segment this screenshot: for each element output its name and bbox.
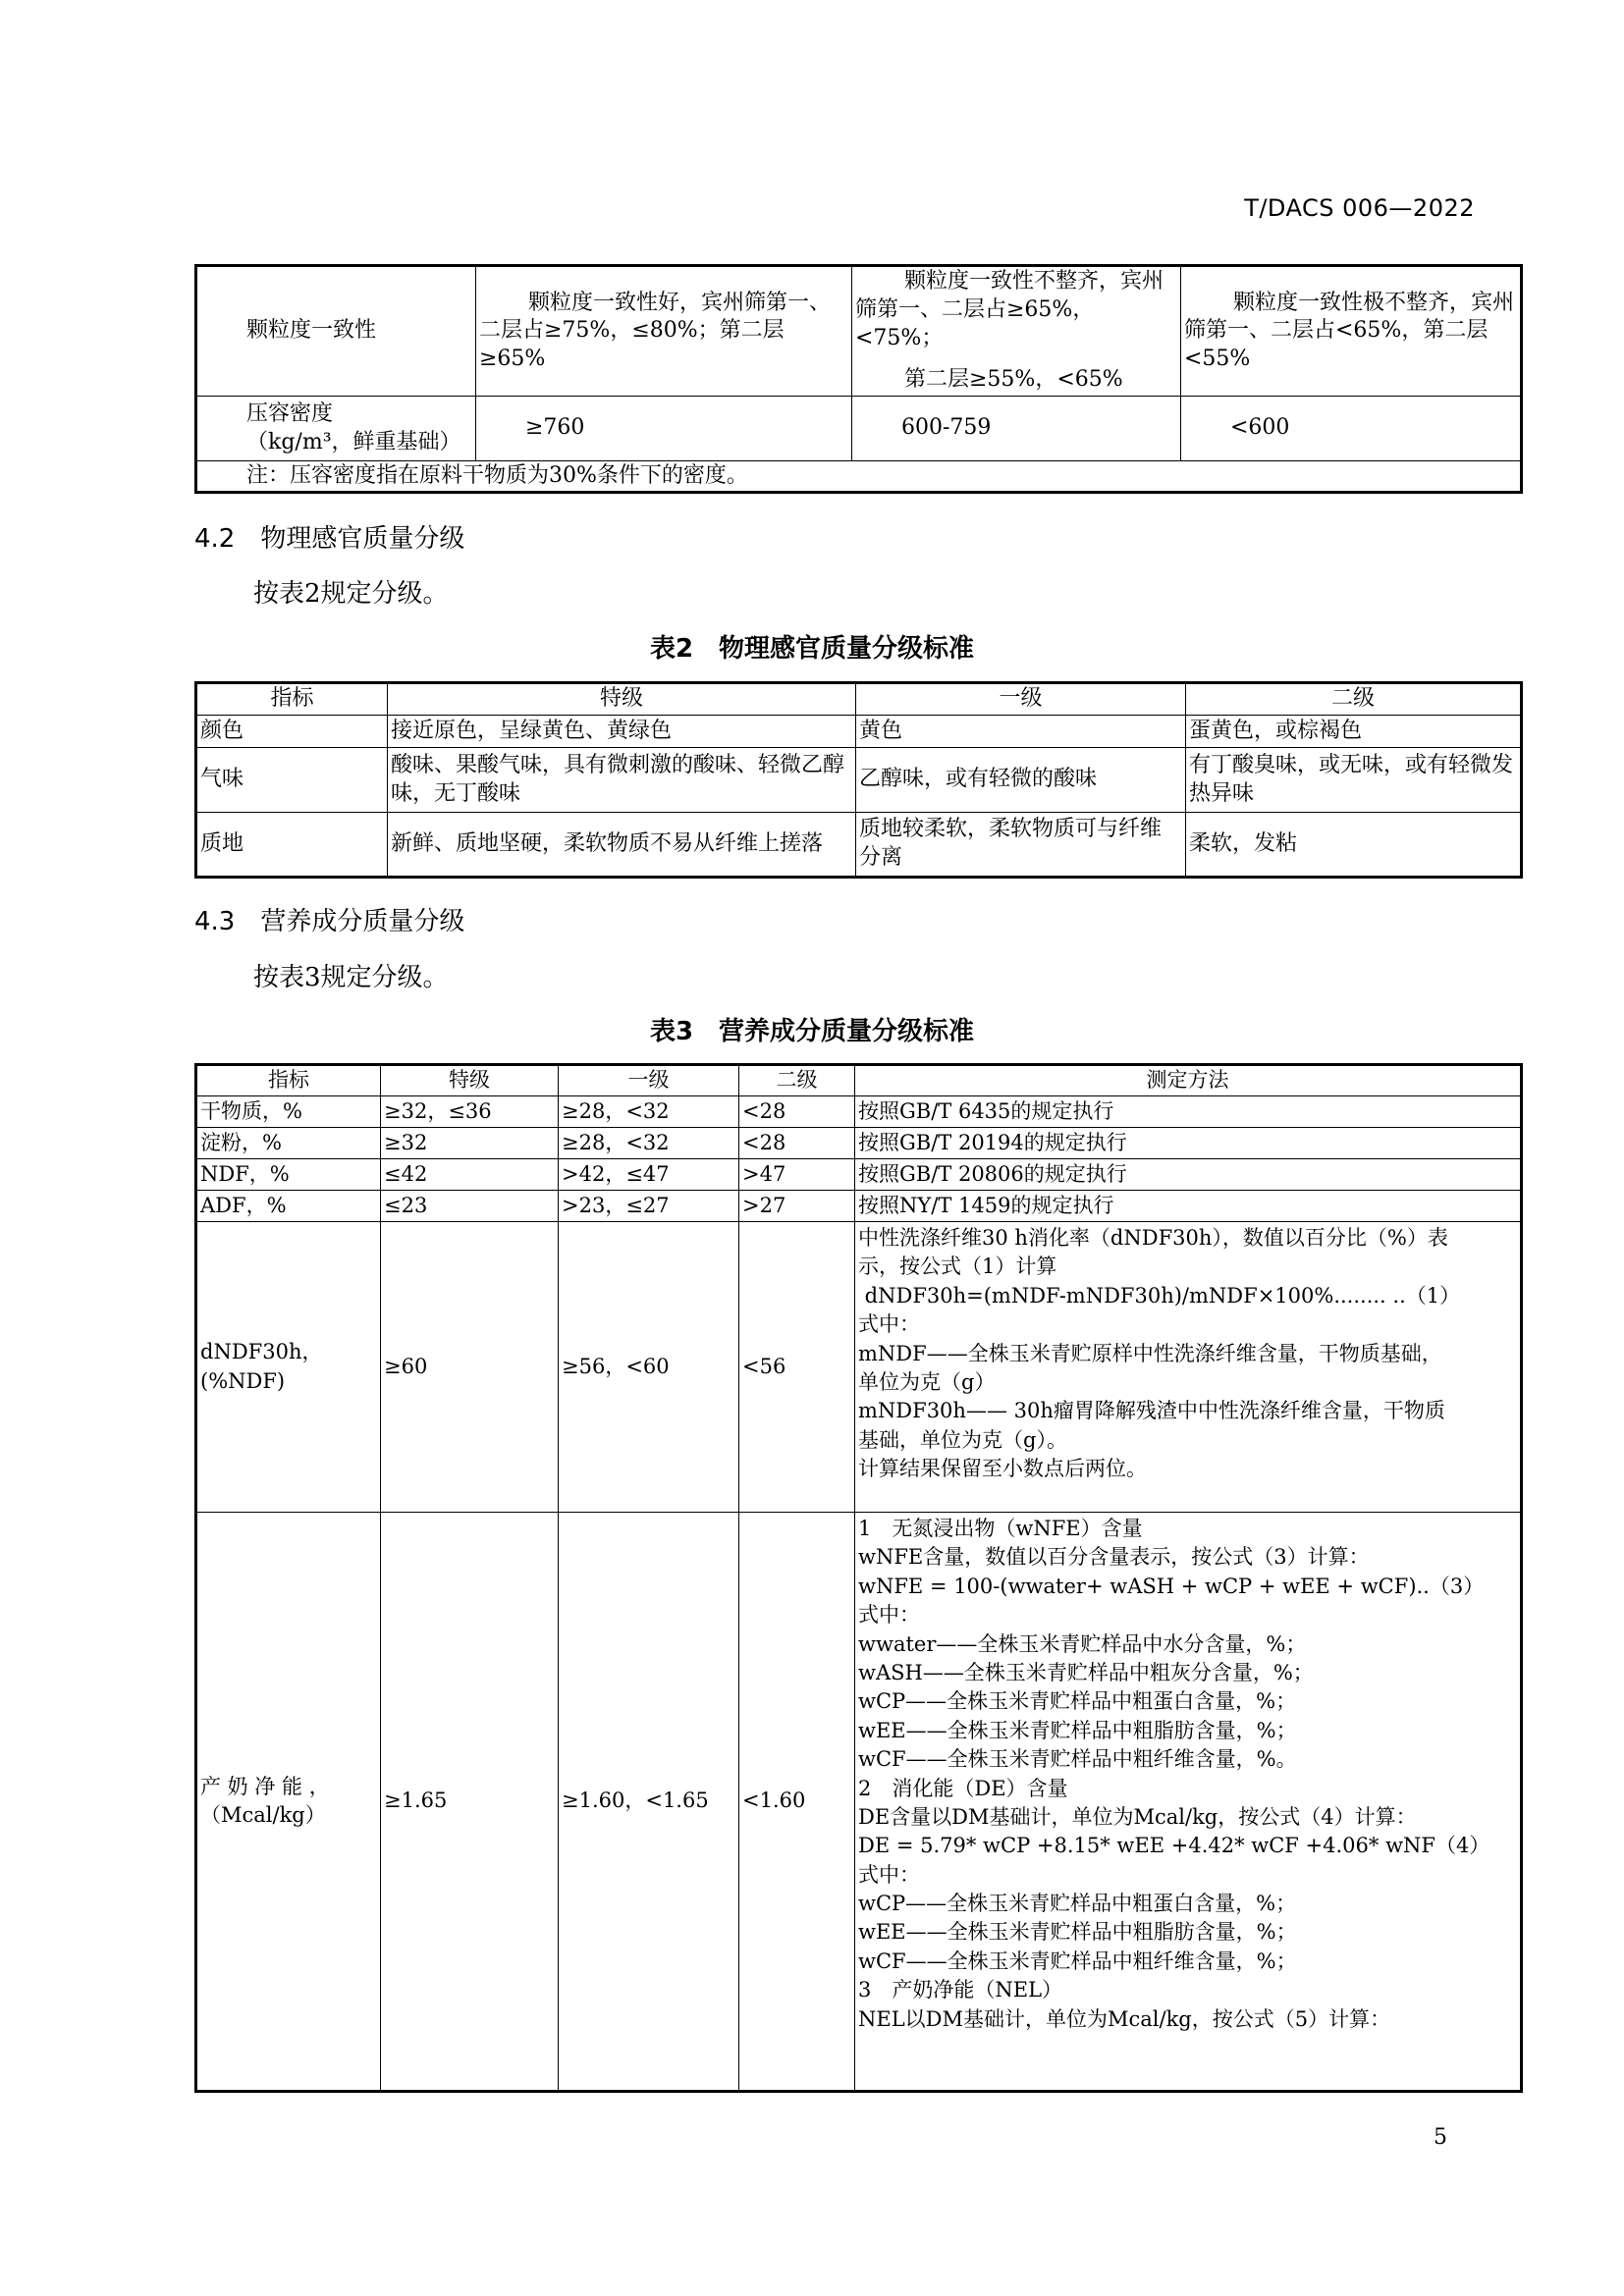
- table-cell: ≥28，<32: [559, 1128, 739, 1159]
- table-cell: 淀粉，%: [196, 1128, 381, 1159]
- table-cell: NDF，%: [196, 1159, 381, 1191]
- method-line: NEL以DM基础计，单位为Mcal/kg，按公式（5）计算：: [858, 2006, 1391, 2031]
- method-line: wCP——全株玉米青贮样品中粗蛋白含量，%；: [858, 1892, 1297, 1916]
- method-line: wCF——全株玉米青贮样品中粗纤维含量，%；: [858, 1949, 1297, 1973]
- row-label: [196, 397, 476, 461]
- table-cell: ≤42: [381, 1159, 559, 1191]
- table-cell: ≥28，<32: [559, 1096, 739, 1128]
- method-line: 式中：: [858, 1862, 920, 1887]
- method-line: 中性洗涤纤维30 h消化率（dNDF30h），数值以百分比（%）表: [858, 1226, 1448, 1250]
- table-cell: 按照GB/T 6435的规定执行: [855, 1096, 1522, 1128]
- label-line: 产 奶 净 能 ，: [200, 1774, 330, 1798]
- paragraph: 按表2规定分级。: [253, 579, 449, 609]
- table-cell: >47: [739, 1159, 855, 1191]
- document-id: T/DACS 006—2022: [1244, 194, 1475, 222]
- table-row: [196, 1191, 1522, 1222]
- row-label: 颗粒度一致性: [196, 266, 476, 397]
- column-header: 指标: [196, 683, 388, 716]
- table-cell: 按照GB/T 20806的规定执行: [855, 1159, 1522, 1191]
- table-cell: 干物质，%: [196, 1096, 381, 1128]
- method-line: 3 产奶净能（NEL）: [858, 1978, 1063, 2002]
- table-cell: ≥56，<60: [559, 1222, 739, 1513]
- table-2: [194, 681, 1523, 879]
- table-cell: 蛋黄色，或棕褐色: [1186, 716, 1522, 748]
- table-row: [196, 1222, 1522, 1513]
- table-cell: 乙醇味，或有轻微的酸味: [856, 748, 1186, 813]
- column-header: 特级: [388, 683, 856, 716]
- method-line: wEE——全株玉米青贮样品中粗脂肪含量，%；: [858, 1920, 1297, 1945]
- method-line: 示，按公式（1）计算: [858, 1255, 1057, 1279]
- table-row: [196, 813, 1522, 878]
- table-cell: ≥1.60，<1.65: [559, 1513, 739, 2092]
- table-cell: 黄色: [856, 716, 1186, 748]
- label-line: 压容密度: [246, 400, 334, 426]
- method-line: wASH——全株玉米青贮样品中粗灰分含量，%；: [858, 1660, 1314, 1684]
- column-header: 二级: [1186, 683, 1522, 716]
- column-header: 特级: [381, 1065, 559, 1096]
- method-line: 计算结果保留至小数点后两位。: [858, 1457, 1147, 1481]
- table-cell: [852, 266, 1181, 397]
- method-cell: [855, 1222, 1522, 1513]
- method-cell: [855, 1513, 1522, 2092]
- cell-line: 颗粒度一致性不整齐，宾州筛第一、二层占≥65%，<75%；: [855, 269, 1164, 350]
- method-line: 单位为克（g）: [858, 1369, 996, 1394]
- column-header: 一级: [856, 683, 1186, 716]
- table-cell: 600-759: [852, 397, 1181, 461]
- table-cell: <600: [1181, 397, 1522, 461]
- table-cell: 柔软，发粘: [1186, 813, 1522, 878]
- method-line: wEE——全株玉米青贮样品中粗脂肪含量，%；: [858, 1718, 1297, 1742]
- table-cell: 颜色: [196, 716, 388, 748]
- table-header-row: [196, 1065, 1522, 1096]
- paragraph: 按表3规定分级。: [253, 963, 449, 992]
- method-line: 1 无氮浸出物（wNFE）含量: [858, 1517, 1143, 1540]
- table-note: 注：压容密度指在原料干物质为30%条件下的密度。: [196, 461, 1522, 493]
- table-cell: 酸味、果酸气味，具有微刺激的酸味、轻微乙醇味，无丁酸味: [388, 748, 856, 813]
- method-line: wNFE含量，数值以百分含量表示，按公式（3）计算：: [858, 1545, 1370, 1570]
- table-cell: <56: [739, 1222, 855, 1513]
- table-cell: ≥60: [381, 1222, 559, 1513]
- page-number: 5: [1434, 2125, 1447, 2150]
- method-line: mNDF——全株玉米青贮原样中性洗涤纤维含量，干物质基础，: [858, 1341, 1442, 1365]
- table-cell: ≥760: [476, 397, 852, 461]
- table-cell: 接近原色，呈绿黄色、黄绿色: [388, 716, 856, 748]
- table-cell: 颗粒度一致性好，宾州筛第一、二层占≥75%，≤80%；第二层≥65%: [476, 266, 852, 397]
- table-cell: 气味: [196, 748, 388, 813]
- method-line: 基础，单位为克（g）。: [858, 1427, 1067, 1452]
- table-row: [196, 1513, 1522, 2092]
- method-line: wCF——全株玉米青贮样品中粗纤维含量，%。: [858, 1747, 1297, 1772]
- table-2-caption: 表2 物理感官质量分级标准: [649, 634, 975, 664]
- table-cell: >42，≤47: [559, 1159, 739, 1191]
- method-line: dNDF30h=(mNDF-mNDF30h)/mNDF×100%........ ..（1）: [858, 1283, 1461, 1308]
- table-row: [196, 266, 1522, 397]
- table-cell: ADF，%: [196, 1191, 381, 1222]
- method-line: wwater——全株玉米青贮样品中水分含量，%；: [858, 1631, 1307, 1656]
- table-cell: <1.60: [739, 1513, 855, 2092]
- method-line: DE含量以DM基础计，单位为Mcal/kg，按公式（4）计算：: [858, 1804, 1417, 1829]
- table-cell: ≥32，≤36: [381, 1096, 559, 1128]
- label-line: （Mcal/kg）: [200, 1803, 326, 1827]
- table-row: [196, 1128, 1522, 1159]
- table-row: [196, 1159, 1522, 1191]
- table-row: [196, 748, 1522, 813]
- method-line: 2 消化能（DE）含量: [858, 1776, 1068, 1800]
- table-cell: 按照GB/T 20194的规定执行: [855, 1128, 1522, 1159]
- column-header: 测定方法: [855, 1065, 1522, 1096]
- table-cell: <28: [739, 1128, 855, 1159]
- table-3-caption: 表3 营养成分质量分级标准: [649, 1017, 975, 1046]
- table-cell: <28: [739, 1096, 855, 1128]
- table-cell: dNDF30h，(%NDF): [196, 1222, 381, 1513]
- table-cell: ≤23: [381, 1191, 559, 1222]
- table-cell: 有丁酸臭味，或无味，或有轻微发热异味: [1186, 748, 1522, 813]
- table-note-row: [196, 461, 1522, 493]
- table-3: [194, 1063, 1523, 2093]
- column-header: 指标: [196, 1065, 381, 1096]
- column-header: 一级: [559, 1065, 739, 1096]
- label-line: （kg/m³，鲜重基础）: [246, 429, 461, 454]
- table-row: [196, 1096, 1522, 1128]
- table-cell: 新鲜、质地坚硬，柔软物质不易从纤维上搓落: [388, 813, 856, 878]
- method-line: mNDF30h—— 30h瘤胃降解残渣中中性洗涤纤维含量，干物质: [858, 1399, 1445, 1423]
- table-cell: 质地: [196, 813, 388, 878]
- method-line: 式中：: [858, 1312, 920, 1337]
- row-label: [196, 1513, 381, 2092]
- method-line: wNFE = 100-(wwater+ wASH + wCP + wEE + wCF)..（3）: [858, 1574, 1485, 1598]
- section-heading-4-2: 4.2 物理感官质量分级: [194, 524, 465, 554]
- table-cell: 颗粒度一致性极不整齐，宾州筛第一、二层占<65%，第二层<55%: [1181, 266, 1522, 397]
- table-row: [196, 716, 1522, 748]
- table-row: [196, 397, 1522, 461]
- section-heading-4-3: 4.3 营养成分质量分级: [194, 907, 465, 936]
- table-cell: >27: [739, 1191, 855, 1222]
- cell-line: 第二层≥55%，<65%: [904, 367, 1123, 393]
- method-line: DE = 5.79* wCP +8.15* wEE +4.42* wCF +4.06* wNF（4）: [858, 1834, 1490, 1858]
- column-header: 二级: [739, 1065, 855, 1096]
- table-cell: 按照NY/T 1459的规定执行: [855, 1191, 1522, 1222]
- table-1-continued: [194, 264, 1523, 494]
- table-header-row: [196, 683, 1522, 716]
- table-cell: ≥1.65: [381, 1513, 559, 2092]
- method-line: wCP——全株玉米青贮样品中粗蛋白含量，%；: [858, 1689, 1297, 1714]
- method-line: 式中：: [858, 1603, 920, 1628]
- table-cell: 质地较柔软，柔软物质可与纤维分离: [856, 813, 1186, 878]
- table-cell: >23，≤27: [559, 1191, 739, 1222]
- table-cell: ≥32: [381, 1128, 559, 1159]
